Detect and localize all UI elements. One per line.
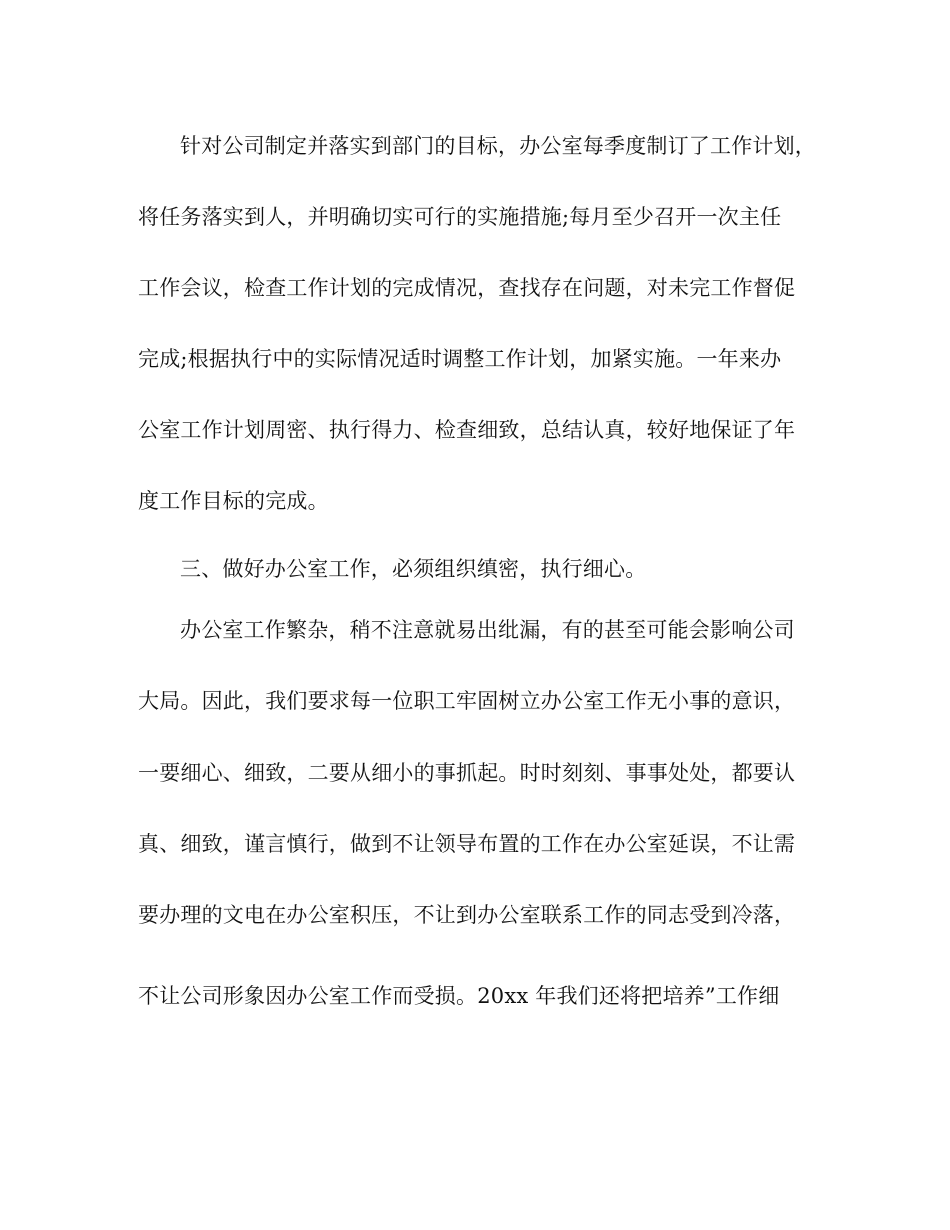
paragraph-2-line-6: 不让公司形象因办公室工作而受损。20xx 年我们还将把培养”工作细	[138, 984, 780, 1008]
section-heading: 三、做好办公室工作，必须组织缜密，执行细心。	[180, 557, 647, 581]
paragraph-1-line-1: 针对公司制定并落实到部门的目标，办公室每季度制订了工作计划，	[180, 134, 816, 158]
paragraph-2-line-2: 大局。因此，我们要求每一位职工牢固树立办公室工作无小事的意识，	[138, 689, 796, 713]
paragraph-2-line-4: 真、细致，谨言慎行，做到不让领导布置的工作在办公室延误，不让需	[138, 832, 796, 856]
paragraph-2-line-3: 一要细心、细致，二要从细小的事抓起。时时刻刻、事事处处，都要认	[138, 761, 796, 785]
paragraph-1-line-2: 将任务落实到人，并明确切实可行的实施措施;每月至少召开一次主任	[138, 205, 782, 229]
paragraph-2-line-1: 办公室工作繁杂，稍不注意就易出纰漏，有的甚至可能会影响公司	[180, 618, 795, 642]
paragraph-1-line-4: 完成;根据执行中的实际情况适时调整工作计划，加紧实施。一年来办	[138, 347, 782, 371]
paragraph-2-line-5: 要办理的文电在办公室积压，不让到办公室联系工作的同志受到冷落，	[138, 903, 796, 927]
paragraph-1-line-6: 度工作目标的完成。	[138, 489, 329, 513]
paragraph-1-line-5: 公室工作计划周密、执行得力、检查细致，总结认真，较好地保证了年	[138, 418, 796, 442]
paragraph-1-line-3: 工作会议，检查工作计划的完成情况，查找存在问题，对未完工作督促	[138, 276, 796, 300]
